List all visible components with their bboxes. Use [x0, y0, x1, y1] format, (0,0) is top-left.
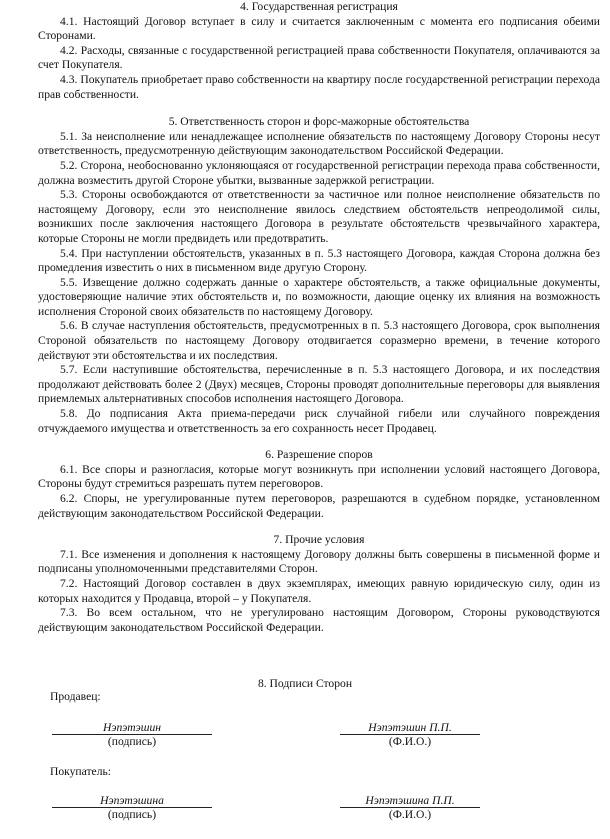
- paragraph: 4.1. Настоящий Договор вступает в силу и считается заключенным с момента его подписания обеими Сторонами.: [38, 14, 600, 43]
- paragraph: 6.2. Споры, не урегулированные путем переговоров, разрешаются в судебном порядке, установленном действующим законодательством Российской Федерации.: [38, 492, 600, 520]
- seller-signature-line: Нэпэтэшин: [52, 721, 212, 735]
- paragraph: 5.8. До подписания Акта приема-передачи риск случайной гибели или случайного повреждения отчуждаемого имущества и ответственность за его сохранность несет Продавец.: [38, 407, 600, 435]
- seller-label: Продавец:: [50, 690, 101, 703]
- seller-name-caption: (Ф.И.О.): [388, 735, 432, 748]
- paragraph: 5.6. В случае наступления обстоятельств, предусмотренных в п. 5.3 настоящего Договора, срок выполнения Стороной обязательств по настоящему Договору отодвигается соразмерно времени, в течение которого действуют эти обстоятельства и их последствия.: [38, 319, 600, 362]
- section-4: [38, 0, 600, 102]
- paragraph: 5.4. При наступлении обстоятельств, указанных в п. 5.3 настоящего Договора, каждая Сторона должна без промедления известить о них в письменном виде другую Сторону.: [38, 246, 600, 275]
- buyer-name-caption: (Ф.И.О.): [388, 808, 432, 821]
- paragraph: 5.5. Извещение должно содержать данные о характере обстоятельств, а также официальные документы, удостоверяющие наличие этих обстоятельств и, по возможности, дающие оценку их влияния на возможность исполнения Стороной своих обязательств по настоящему Договору.: [38, 275, 600, 318]
- section-6: [38, 448, 600, 521]
- paragraph: 4.2. Расходы, связанные с государственной регистрацией права собственности Покупателя, оплачиваются за счет Покупателя.: [38, 43, 600, 72]
- paragraph: 7.3. Во всем остальном, что не урегулировано настоящим Договором, Стороны руководствуются действующим законодательством Российской Федерации.: [38, 606, 600, 634]
- paragraph: 5.7. Если наступившие обстоятельства, перечисленные в п. 5.3 настоящего Договора, и их последствия продолжают действовать более 2 (Двух) месяцев, Стороны проводят дополнительные переговоры для выявления приемлемых альтернативных способов исполнения настоящего Договора.: [38, 363, 600, 406]
- paragraph: 4.3. Покупатель приобретает право собственности на квартиру после государственной регистрации перехода прав собственности.: [38, 72, 600, 101]
- section-heading: 4. Государственная регистрация: [240, 0, 398, 13]
- paragraph: 5.3. Стороны освобождаются от ответственности за частичное или полное неисполнение обязательств по настоящему Договору, если это неисполнение явилось следствием обстоятельств непреодолимой силы, возникших после заключения настоящего Договора в результате обстоятельств чрезвычайного характера, которые Стороны не могли предвидеть или предотвратить.: [38, 188, 600, 245]
- seller-signature-caption: (подпись): [107, 735, 157, 748]
- section-heading: 7. Прочие условия: [273, 533, 365, 547]
- section-heading: 5. Ответственность сторон и форс-мажорные обстоятельства: [168, 115, 470, 129]
- buyer-label: Покупатель:: [50, 765, 111, 778]
- paragraph: 5.2. Сторона, необоснованно уклоняющаяся от государственной регистрации перехода права собственности, должна возместить другой Стороне убытки, вызванные задержкой регистрации.: [38, 158, 600, 187]
- paragraph: 6.1. Все споры и разногласия, которые могут возникнуть при исполнении условий настоящего Договора, Стороны будут стремиться разрешать путем переговоров.: [38, 462, 600, 491]
- section-5: [38, 115, 600, 436]
- paragraph: 7.1. Все изменения и дополнения к настоящему Договору должны быть совершены в письменной форме и подписаны уполномоченными представителями Сторон.: [38, 547, 600, 576]
- buyer-name-line: Нэпэтэшина П.П.: [340, 794, 480, 808]
- seller-name-line: Нэпэтэшин П.П.: [340, 721, 480, 735]
- section-heading: 6. Разрешение споров: [265, 448, 373, 462]
- paragraph: 5.1. За неисполнение или ненадлежащее исполнение обязательств по настоящему Договору Стороны несут ответственность, предусмотренную действующим законодательством Российской Федерации.: [38, 129, 600, 158]
- section-7: [38, 533, 600, 635]
- paragraph: 7.2. Настоящий Договор составлен в двух экземплярах, имеющих равную юридическую силу, один из которых находится у Продавца, второй – у Покупателя.: [38, 576, 600, 605]
- signatures-heading: 8. Подписи Сторон: [257, 677, 353, 690]
- buyer-signature-line: Нэпэтэшина: [52, 794, 212, 808]
- buyer-signature-caption: (подпись): [107, 808, 157, 821]
